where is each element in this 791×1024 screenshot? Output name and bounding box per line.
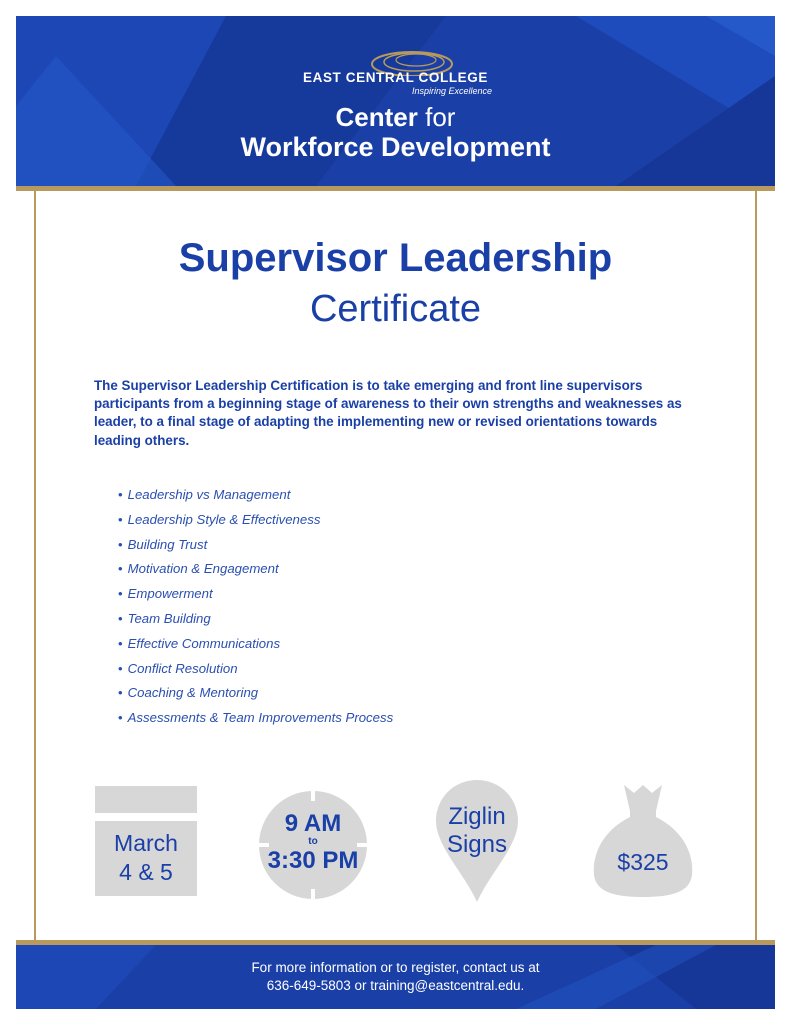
topic-label: Building Trust <box>127 536 208 552</box>
topic-label: Leadership vs Management <box>127 487 291 502</box>
footer-background <box>16 945 775 1009</box>
list-item <box>118 635 393 660</box>
bullet-icon: • <box>118 710 123 726</box>
center-title <box>16 102 775 132</box>
date-days: 4 & 5 <box>119 859 173 885</box>
course-subtitle: Certificate <box>309 288 482 330</box>
course-title: Supervisor Leadership <box>178 236 613 280</box>
bullet-icon: • <box>118 586 123 602</box>
course-description: The Supervisor Leadership Certification is to take emerging and front line supervisors participants from a beginning stage of awareness to their own strengths and weaknesses as leader, to a final stage of adapting the implementing new or revised orientations towards leading others. <box>94 378 682 448</box>
bullet-icon: • <box>118 685 123 701</box>
footer-banner <box>16 945 775 1009</box>
college-name: EAST CENTRAL COLLEGE <box>302 70 488 85</box>
topic-label: Team Building <box>127 610 211 626</box>
bullet-icon: • <box>118 561 123 577</box>
list-item <box>118 709 393 734</box>
topic-label: Assessments & Team Improvements Process <box>127 710 394 726</box>
time-end: 3:30 PM <box>267 847 359 874</box>
date-month: March <box>114 830 178 856</box>
center-title-light: for <box>425 102 456 132</box>
bullet-icon: • <box>118 635 123 651</box>
list-item <box>118 511 393 536</box>
header-banner <box>16 16 775 186</box>
list-item <box>118 684 393 709</box>
calendar-icon <box>95 786 197 813</box>
bullet-icon: • <box>118 487 123 502</box>
header-gold-rule <box>16 186 775 191</box>
list-item <box>118 610 393 635</box>
department-title: Workforce Development <box>240 132 551 162</box>
topic-label: Leadership Style & Effectiveness <box>127 511 321 527</box>
list-item <box>118 585 393 610</box>
list-item <box>118 560 393 585</box>
price-value: $325 <box>617 849 669 875</box>
list-item <box>118 536 393 561</box>
bullet-icon: • <box>118 660 123 676</box>
time-start: 9 AM <box>284 810 342 837</box>
topic-label: Motivation & Engagement <box>127 561 279 577</box>
college-logo[interactable] <box>16 46 775 102</box>
topic-label: Effective Communications <box>127 635 281 651</box>
topic-label: Conflict Resolution <box>127 660 238 676</box>
topic-label: Empowerment <box>127 586 213 602</box>
college-tagline: Inspiring Excellence <box>412 86 493 96</box>
bullet-icon: • <box>118 511 123 527</box>
location-line-2: Signs <box>446 831 508 858</box>
center-title-bold: Center <box>335 102 418 132</box>
topic-list <box>118 486 393 734</box>
list-item <box>118 486 393 511</box>
money-bag-icon <box>590 783 696 899</box>
bullet-icon: • <box>118 610 123 626</box>
time-to: to <box>308 836 318 847</box>
list-item <box>118 660 393 685</box>
bullet-icon: • <box>118 536 123 552</box>
location-line-1: Ziglin <box>448 803 506 830</box>
topic-label: Coaching & Mentoring <box>127 685 259 701</box>
contact-text: For more information or to register, contact us at <box>251 960 540 975</box>
contact-details[interactable]: 636-649-5803 or training@eastcentral.edu. <box>266 978 525 993</box>
